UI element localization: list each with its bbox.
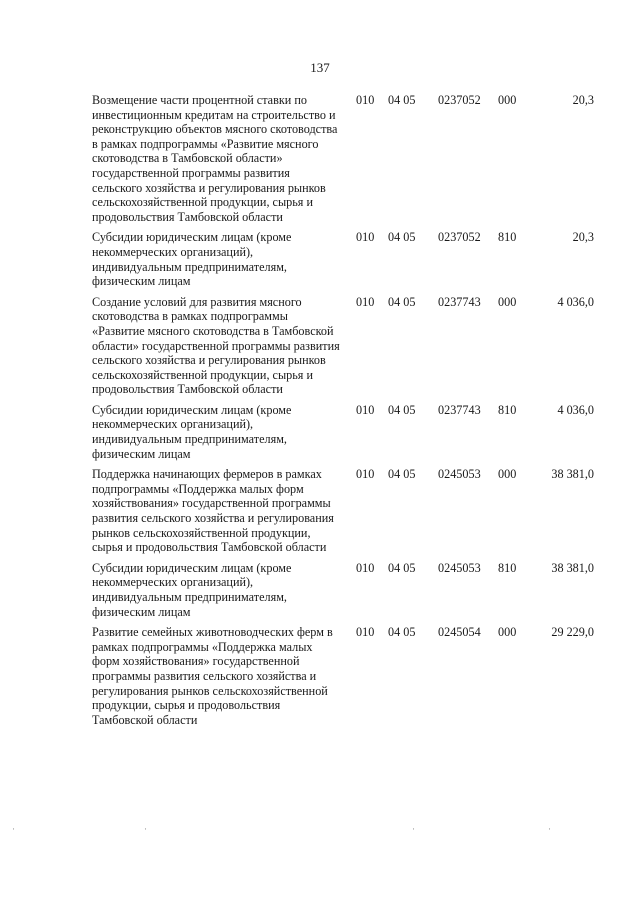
expense-type-code: 000 [498, 294, 517, 309]
sum-value: 4 036,0 [557, 294, 594, 309]
target-code: 0245053 [438, 560, 481, 575]
page-number: 137 [310, 60, 330, 75]
section-code: 04 05 [388, 402, 416, 417]
expense-type-code: 000 [498, 93, 517, 107]
table-row [92, 403, 600, 461]
table-row [92, 93, 600, 224]
sum-value: 38 381,0 [551, 560, 594, 575]
scan-speck: · [412, 824, 415, 834]
expense-type-code: 000 [498, 625, 517, 640]
expense-type-code: 810 [498, 402, 517, 417]
scan-speck: · [12, 824, 15, 834]
ministry-code: 010 [356, 93, 375, 107]
scan-speck: · [548, 824, 551, 834]
expense-type-code: 000 [498, 467, 517, 482]
budget-table [92, 93, 600, 733]
target-code: 0237052 [438, 230, 481, 245]
row-name: Развитие семейных животноводческих ферм в рамках подпрограммы «Поддержка малых форм хозяйствования» государственной программы развития сельского хозяйства и регулирования рынков сельскохозяйственной продукции, сырья и продовольствия Тамбовской области [92, 625, 333, 727]
row-name: Субсидии юридическим лицам (кроме некоммерческих организаций), индивидуальным предпринимателям, физическим лицам [92, 402, 292, 461]
sum-value: 29 229,0 [551, 625, 594, 640]
row-name: Возмещение части процентной ставки по инвестиционным кредитам на строительство и реконструкцию объектов мясного скотоводства в рамках подпрограммы «Развитие мясного скотоводства в Тамбовской области» государственной программы развития сельского хозяйства и регулирования рынков сельскохозяйственной продукции, сырья и продовольствия Тамбовской области [92, 93, 338, 224]
row-name: Поддержка начинающих фермеров в рамках подпрограммы «Поддержка малых форм хозяйствования» государственной программы развития сельского хозяйства и регулирования рынков сельскохозяйственной продукции, сырья и продовольствия Тамбовской области [92, 467, 334, 555]
section-code: 04 05 [388, 625, 416, 640]
section-code: 04 05 [388, 230, 416, 245]
expense-type-code: 810 [498, 560, 517, 575]
table-row [92, 230, 600, 288]
sum-value: 20,3 [572, 93, 594, 107]
ministry-code: 010 [356, 467, 375, 482]
row-name: Субсидии юридическим лицам (кроме некоммерческих организаций), индивидуальным предпринимателям, физическим лицам [92, 560, 292, 619]
scan-speck: · [144, 824, 147, 834]
table-row [92, 561, 600, 619]
expense-type-code: 810 [498, 230, 517, 245]
row-name: Субсидии юридическим лицам (кроме некоммерческих организаций), индивидуальным предпринимателям, физическим лицам [92, 230, 292, 289]
table-row [92, 295, 600, 397]
section-code: 04 05 [388, 467, 416, 482]
target-code: 0245053 [438, 467, 481, 482]
sum-value: 38 381,0 [551, 467, 594, 482]
sum-value: 20,3 [572, 230, 594, 245]
section-code: 04 05 [388, 560, 416, 575]
row-name: Создание условий для развития мясного скотоводства в рамках подпрограммы «Развитие мясного скотоводства в Тамбовской области» государственной программы развития сельского хозяйства и регулирования рынков сельскохозяйственной продукции, сырья и продовольствия Тамбовской области [92, 294, 340, 397]
ministry-code: 010 [356, 402, 375, 417]
ministry-code: 010 [356, 294, 375, 309]
table-row [92, 625, 600, 727]
sum-value: 4 036,0 [557, 402, 594, 417]
target-code: 0237743 [438, 402, 481, 417]
ministry-code: 010 [356, 230, 375, 245]
target-code: 0237052 [438, 93, 481, 107]
section-code: 04 05 [388, 294, 416, 309]
table-row [92, 467, 600, 555]
ministry-code: 010 [356, 625, 375, 640]
ministry-code: 010 [356, 560, 375, 575]
target-code: 0245054 [438, 625, 481, 640]
section-code: 04 05 [388, 93, 416, 107]
target-code: 0237743 [438, 294, 481, 309]
